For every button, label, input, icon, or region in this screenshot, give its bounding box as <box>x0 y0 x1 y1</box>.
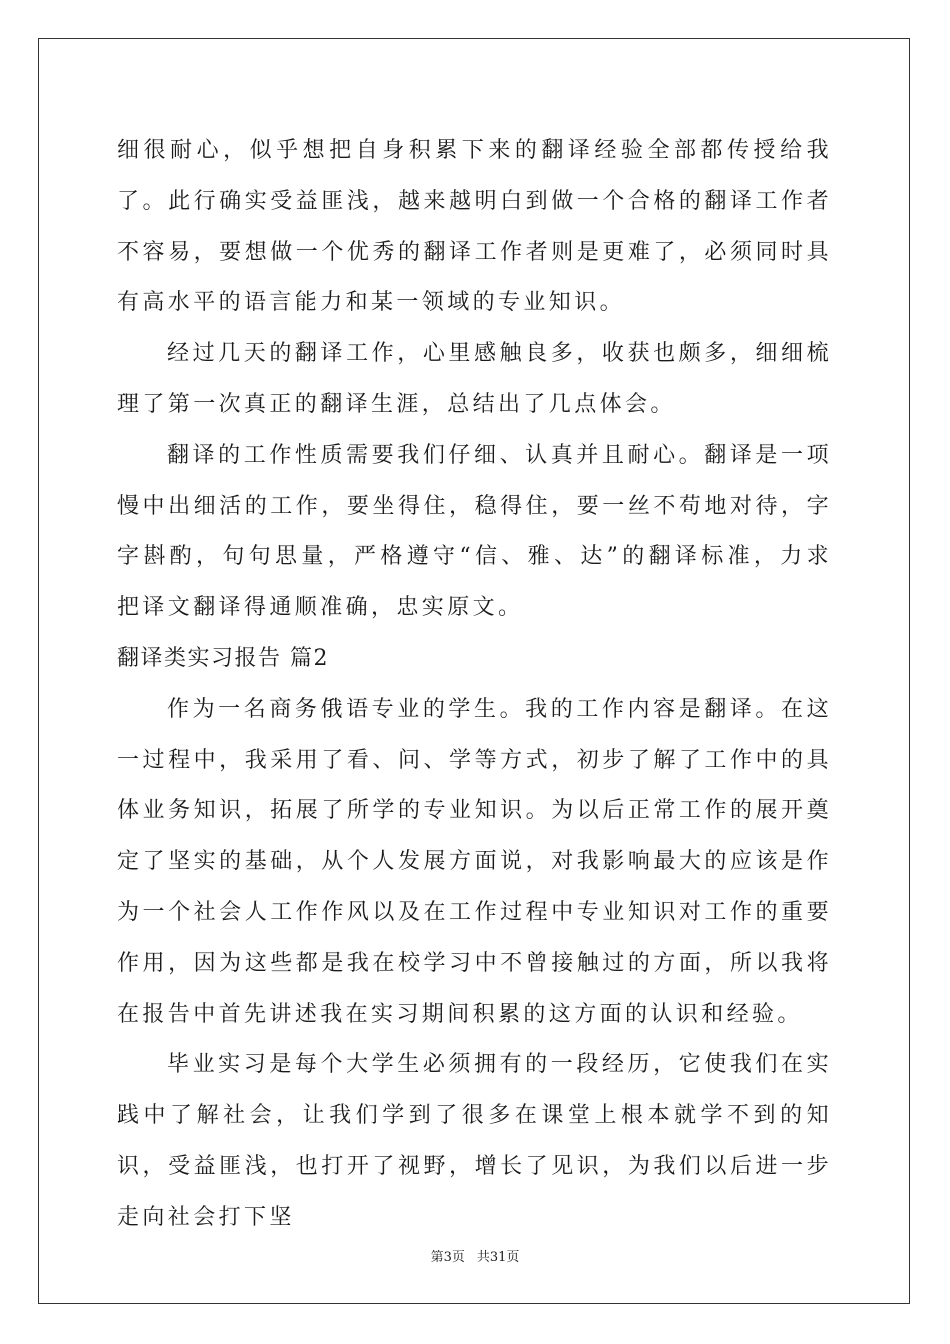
paragraph-5: 毕业实习是每个大学生必须拥有的一段经历，它使我们在实践中了解社会，让我们学到了很多在课堂上根本就学不到的知识，受益匪浅，也打开了视野，增长了见识，为我们以后进一步走向社会打下坚 <box>117 1052 832 1230</box>
paragraph-1: 细很耐心，似乎想把自身积累下来的翻译经验全部都传授给我了。此行确实受益匪浅，越来越明白到做一个合格的翻译工作者不容易，要想做一个优秀的翻译工作者则是更难了，必须同时具有高水平的语言能力和某一领域的专业知识。 <box>117 138 832 316</box>
current-page-label: 第3页 <box>430 1250 465 1265</box>
paragraph-2: 经过几天的翻译工作，心里感触良多，收获也颇多，细细梳理了第一次真正的翻译生涯，总结出了几点体会。 <box>117 341 832 417</box>
document-body <box>117 126 832 1244</box>
page-footer <box>0 1246 950 1265</box>
section-heading: 翻译类实习报告 篇2 <box>117 645 329 671</box>
paragraph-4: 作为一名商务俄语专业的学生。我的工作内容是翻译。在这一过程中，我采用了看、问、学等方式，初步了解了工作中的具体业务知识，拓展了所学的专业知识。为以后正常工作的展开奠定了坚实的基础，从个人发展方面说，对我影响最大的应该是作为一个社会人工作作风以及在工作过程中专业知识对工作的重要作用，因为这些都是我在校学习中不曾接触过的方面，所以我将在报告中首先讲述我在实习期间积累的这方面的认识和经验。 <box>117 696 832 1027</box>
paragraph-3: 翻译的工作性质需要我们仔细、认真并且耐心。翻译是一项慢中出细活的工作，要坐得住，稳得住，要一丝不苟地对待，字字斟酌，句句思量，严格遵守“信、雅、达”的翻译标准，力求把译文翻译得通顺准确，忠实原文。 <box>117 442 832 621</box>
total-pages-label: 共31页 <box>476 1250 520 1265</box>
